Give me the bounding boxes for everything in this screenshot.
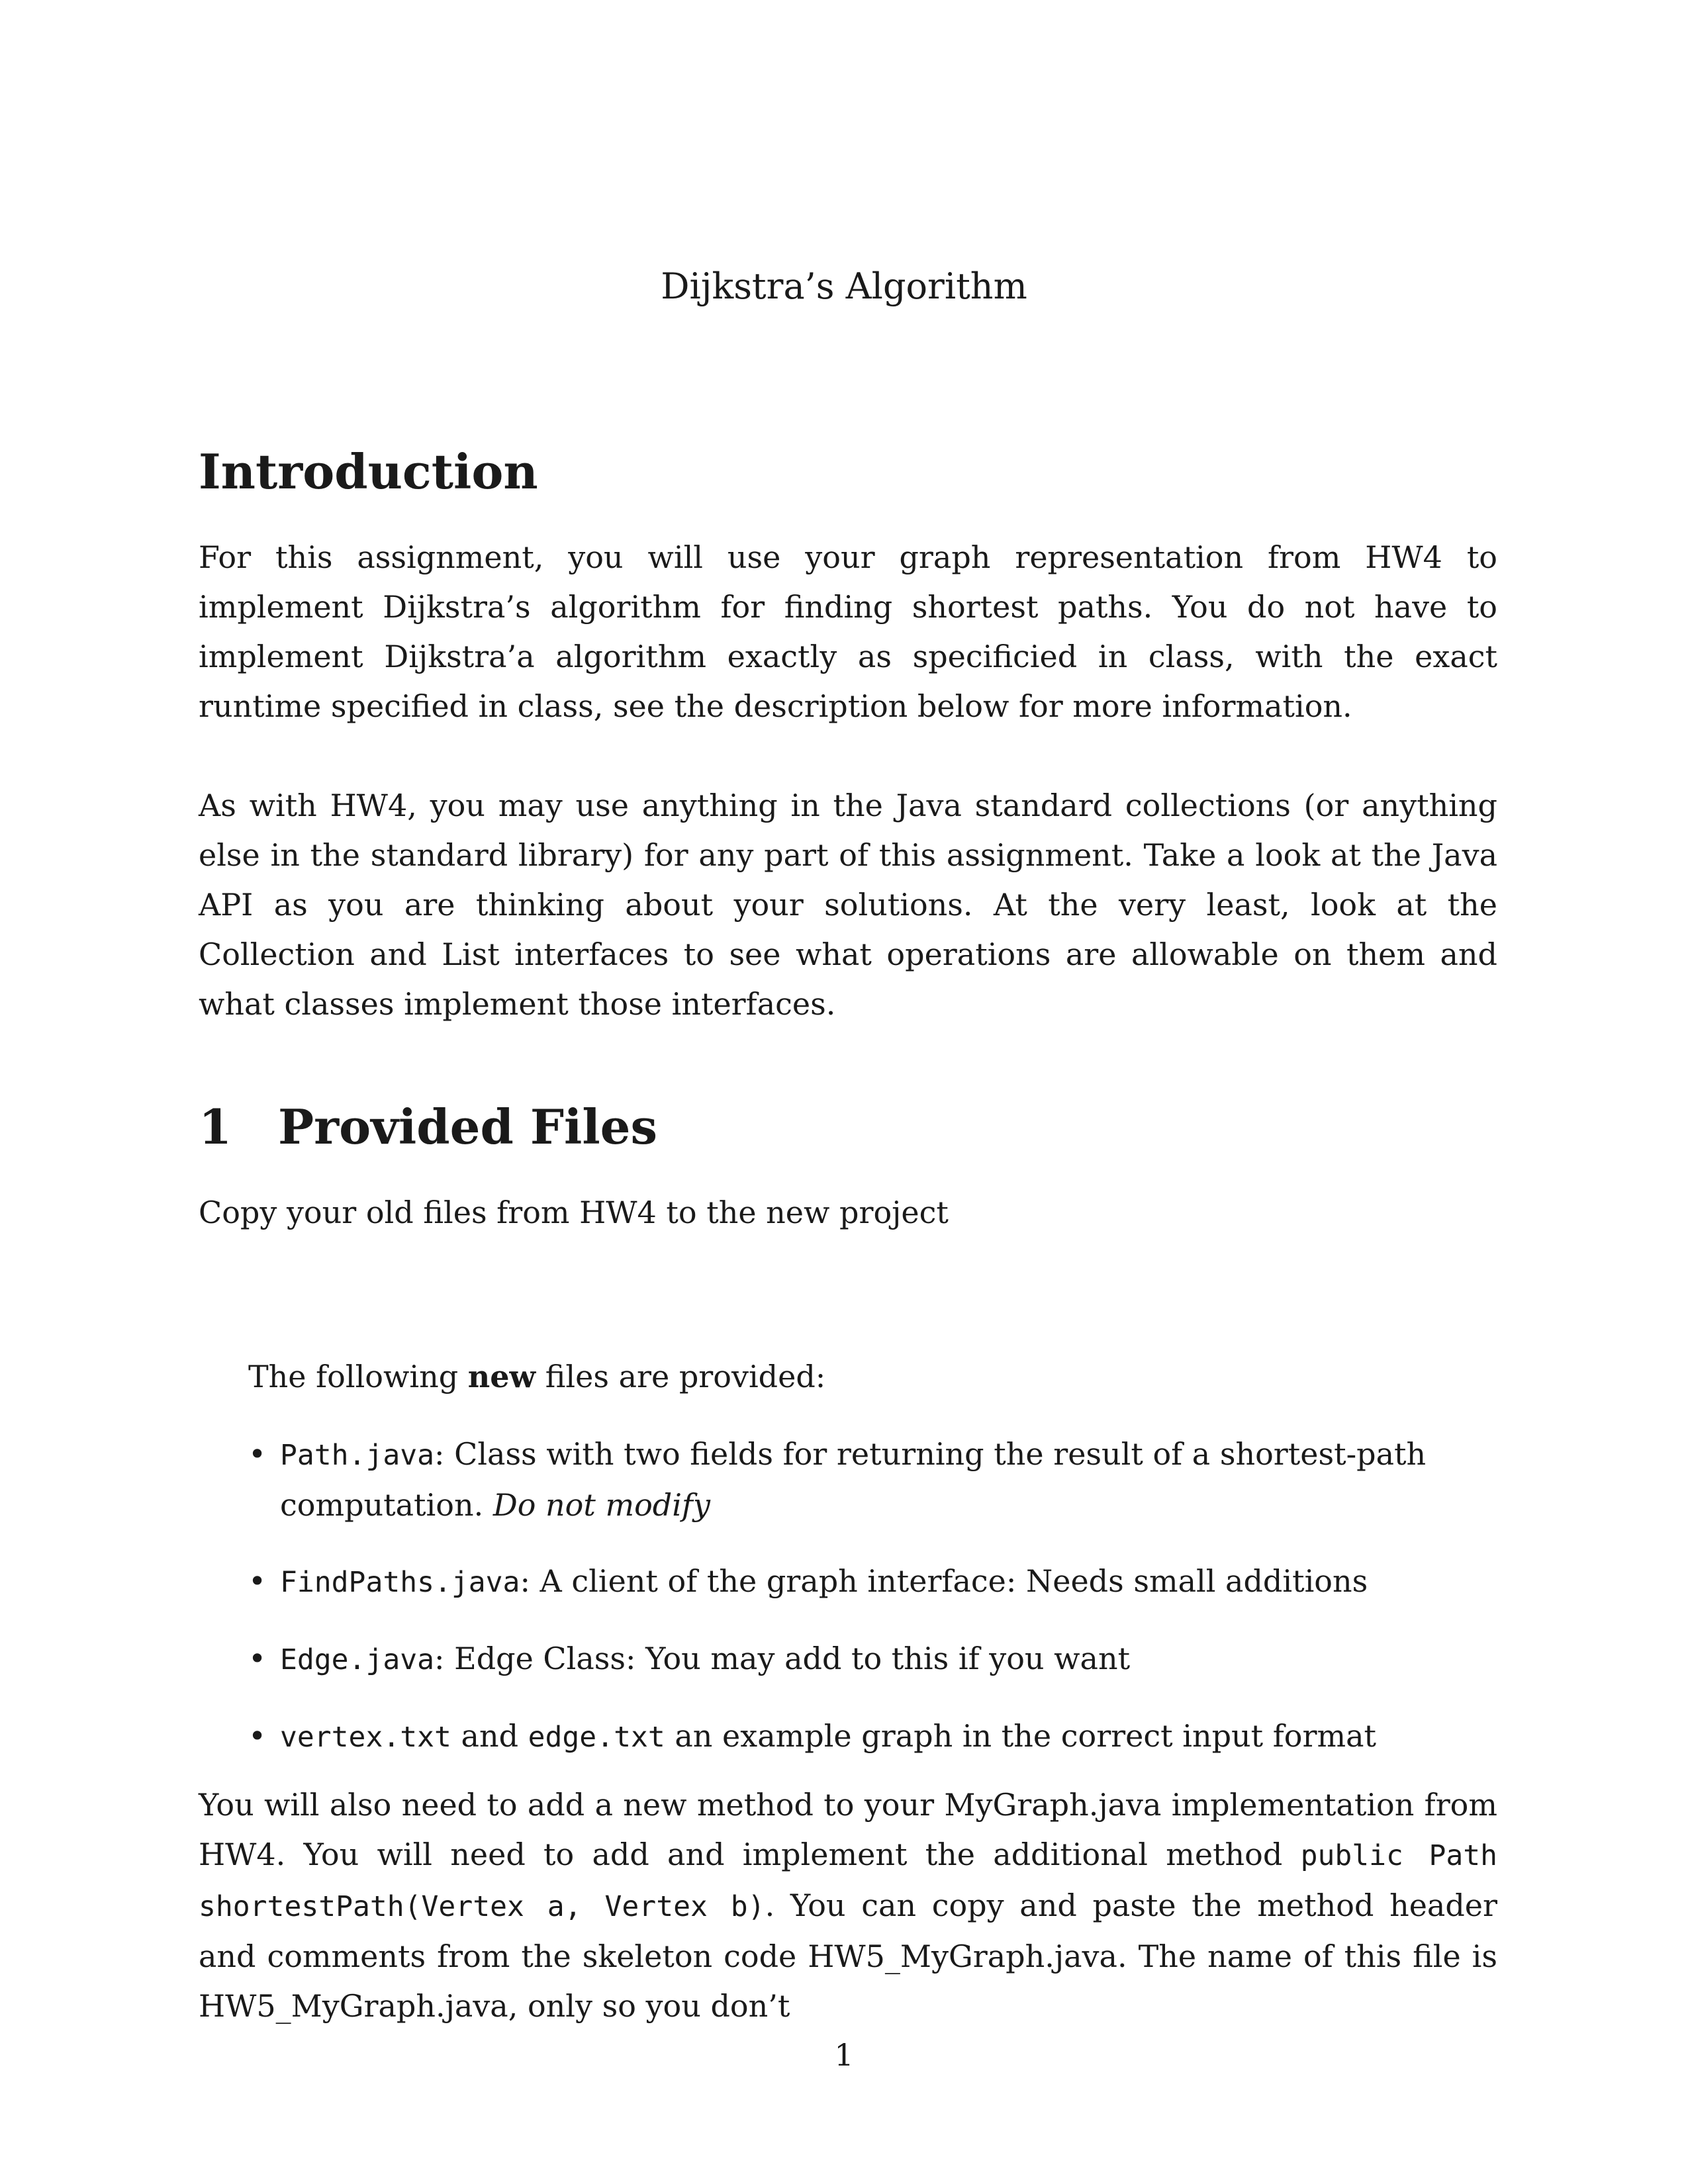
file-name: Edge.java [280,1643,434,1676]
section-number: 1 [199,1099,232,1155]
introduction-heading: Introduction [199,443,538,500]
file-name: Path.java [280,1439,434,1472]
conjunction: and [461,1718,519,1754]
file-description: an example graph in the correct input format [675,1718,1377,1754]
do-not-modify-note: Do not modify [492,1487,710,1523]
bullet-icon: • [248,1563,267,1599]
provided-files-list [248,1430,1499,1789]
list-item [248,1557,1499,1608]
closing-text-1: You will also need to add a new method to your MyGraph.java implementation from HW4. You will need to add and implement the additional method [199,1787,1497,1872]
closing-text-2: . You can copy and paste the method header and comments from the skeleton code HW5_MyGraph.java. The name of this file is HW5_MyGraph.java, only so you don’t [199,1888,1497,2024]
intro-paragraph-1: For this assignment, you will use your graph representation from HW4 to implement Dijkstra’s algorithm for finding shortest paths. You do not have to implement Dijkstra’a algorithm exactly as specificied in class, with the exact runtime specified in class, see the description below for more information. [199,539,1497,724]
intro-paragraph-2: As with HW4, you may use anything in the Java standard collections (or anything else in the standard library) for any part of this assignment. Take a look at the Java API as you are thinking about your solutions. At the very least, look at the Collection and List interfaces to see what operations are allowable on them and what classes implement those interfaces. [199,788,1497,1022]
list-item [248,1430,1499,1530]
provided-files-intro [248,1352,825,1402]
section-title: Provided Files [278,1099,658,1155]
bullet-icon: • [248,1436,267,1472]
document-title: Dijkstra’s Algorithm [661,265,1027,307]
method-signature: public Path shortestPath(Vertex a, Vertex b) [199,1839,1497,1923]
bullet-icon: • [248,1718,267,1754]
list-item [248,1711,1499,1762]
list-item [248,1634,1499,1685]
closing-paragraph [199,1780,1497,2031]
file-name: vertex.txt [280,1721,451,1754]
file-description: : Edge Class: You may add to this if you want [434,1641,1131,1676]
copy-instruction: Copy your old files from HW4 to the new project [199,1195,949,1230]
file-name: FindPaths.java [280,1566,520,1599]
file-name-2: edge.txt [528,1721,665,1754]
bullet-icon: • [248,1641,267,1676]
intro-suffix: files are provided: [545,1359,826,1394]
file-description: : A client of the graph interface: Needs small additions [520,1563,1368,1599]
section-1-heading [199,1097,657,1157]
intro-prefix: The following [248,1359,459,1394]
intro-bold-new: new [467,1359,536,1394]
file-description: : Class with two fields for returning the result of a shortest-path computation. [280,1436,1427,1523]
page-number: 1 [834,2037,854,2073]
